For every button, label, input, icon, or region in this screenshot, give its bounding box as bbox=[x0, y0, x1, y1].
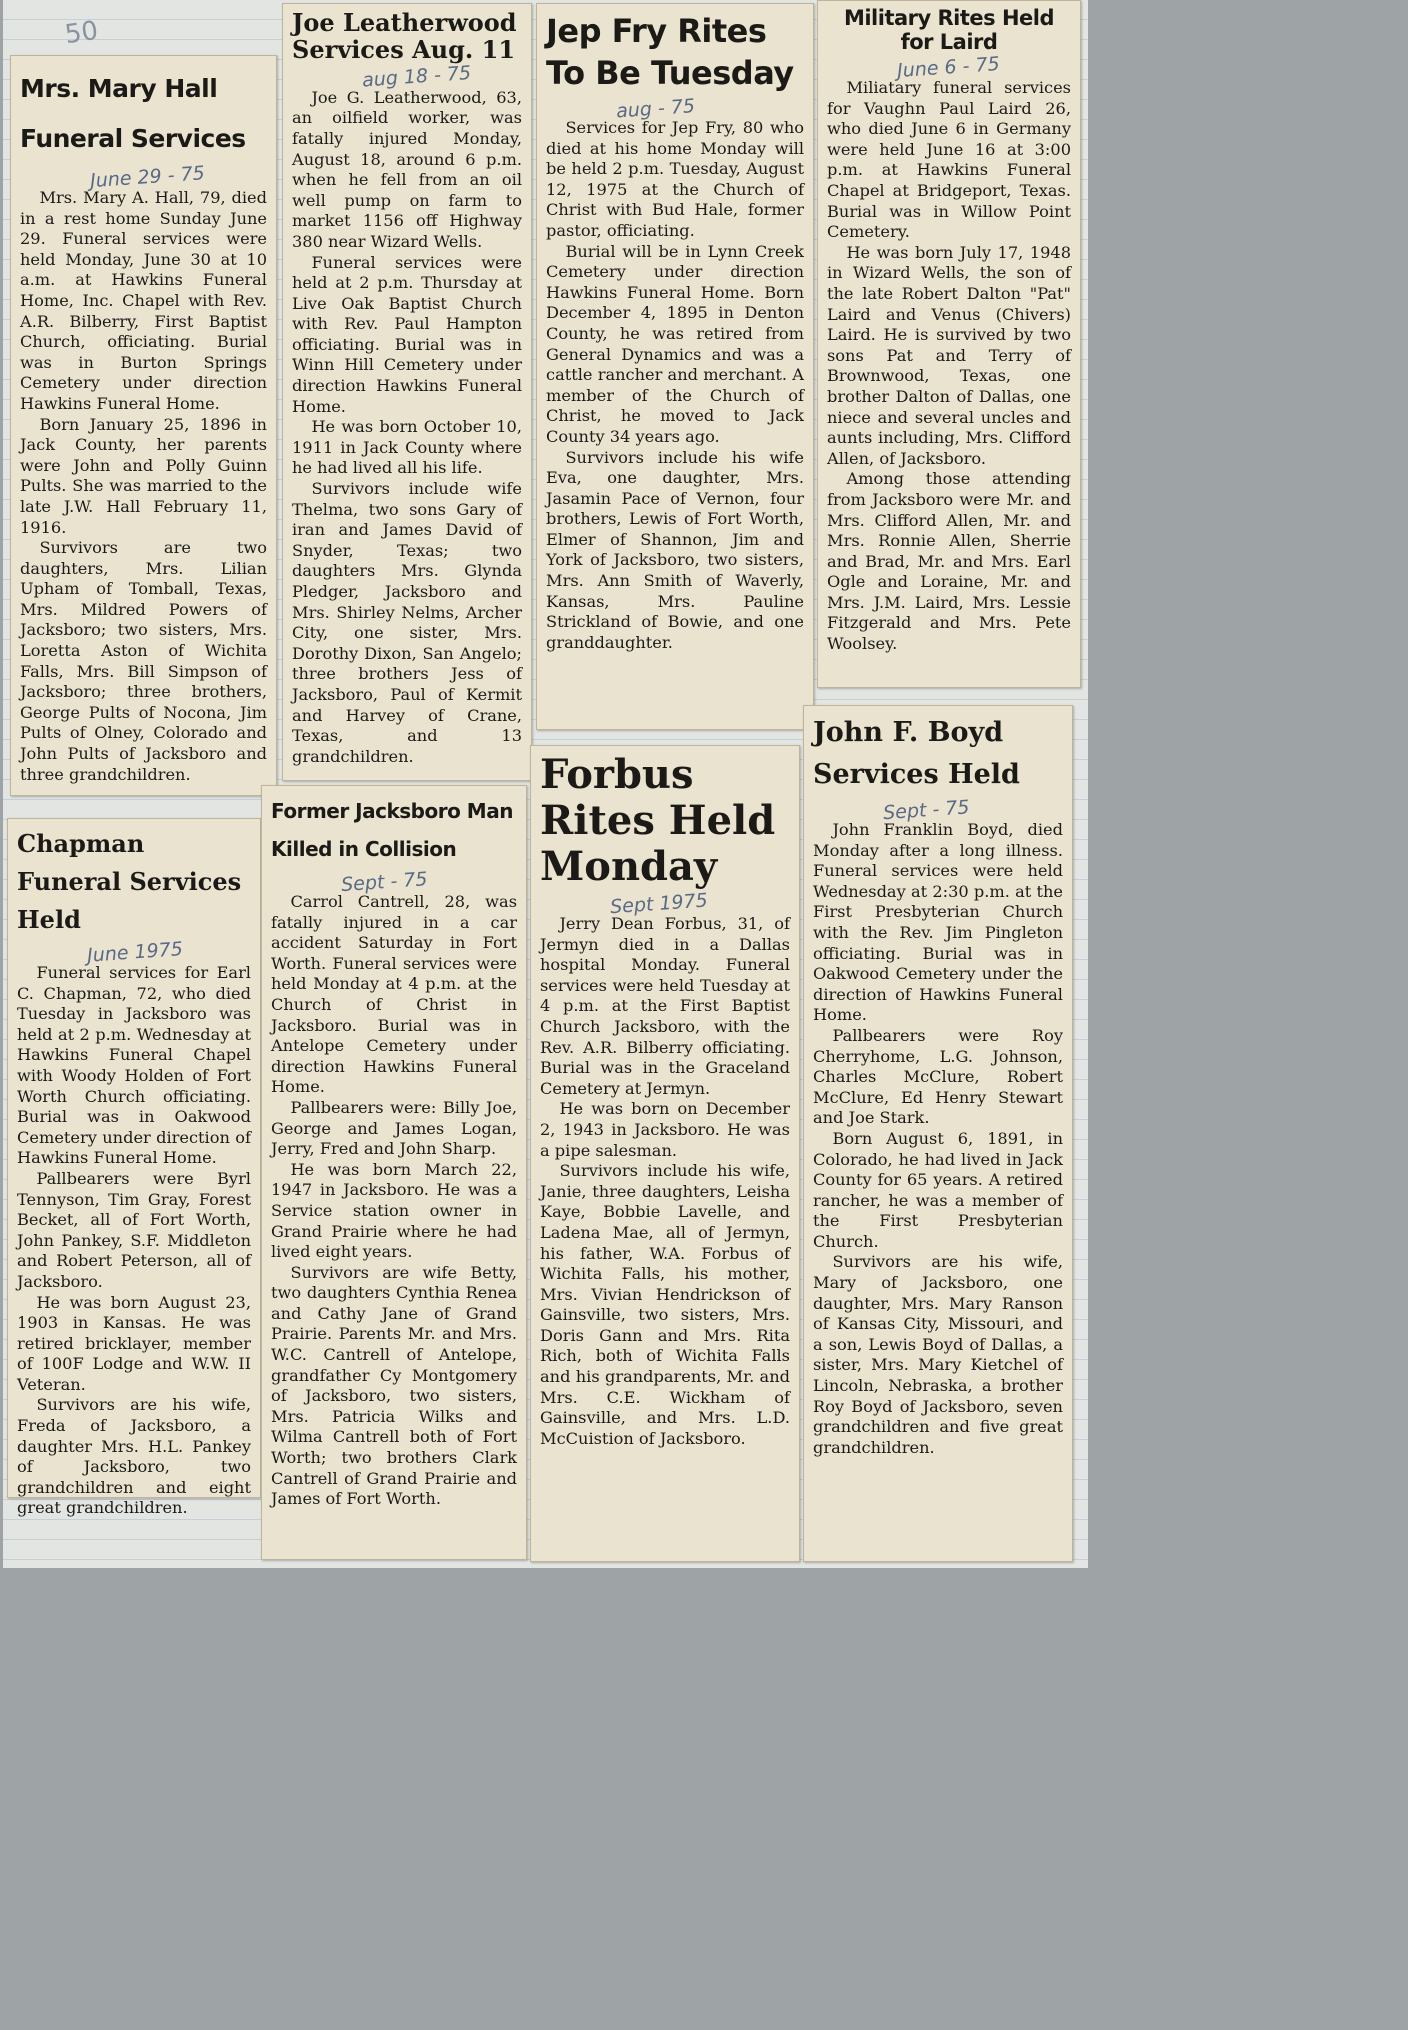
article-body bbox=[292, 88, 522, 768]
clipping-hall bbox=[10, 55, 277, 796]
handwritten-date: Sept - 75 bbox=[340, 868, 429, 897]
paragraph: Born August 6, 1891, in Colorado, he had lived in Jack County for 65 years. A retired rancher, he was a member of the First Presbyterian Church. bbox=[813, 1128, 1063, 1251]
handwritten-date: June 6 - 75 bbox=[896, 52, 1001, 83]
handwritten-date: aug 18 - 75 bbox=[361, 61, 472, 92]
paragraph: Pallbearers were Roy Cherryhome, L.G. Johnson, Charles McClure, Robert McClure, Ed Henry Stewart and Joe Stark. bbox=[813, 1025, 1063, 1128]
article-body bbox=[17, 963, 251, 1519]
page-number: 50 bbox=[63, 15, 101, 51]
paragraph: Services for Jep Fry, 80 who died at his home Monday will be held 2 p.m. Tuesday, August 12, 1975 at the Church of Christ with Bud Hale, former pastor, officiating. bbox=[546, 118, 804, 240]
paragraph: Survivors are his wife, Freda of Jacksboro, a daughter Mrs. H.L. Pankey of Jacksboro, two grandchildren and eight great grandchildren. bbox=[17, 1395, 251, 1518]
handwritten-date: June 29 - 75 bbox=[89, 162, 206, 193]
paragraph: He was born July 17, 1948 in Wizard Wells, the son of the late Robert Dalton "Pat" Laird and Venus (Chivers) Laird. He is survived by two sons Pat and Terry of Brownwood, Texas, one brother Dalton of Dallas, one niece and several uncles and aunts including, Mrs. Clifford Allen, of Jacksboro. bbox=[827, 242, 1071, 468]
paragraph: Survivors include his wife Eva, one daughter, Mrs. Jasamin Pace of Vernon, four brothers, Lewis of Fort Worth, Elmer of Shannon, Jim and York of Jacksboro, two sisters, Mrs. Ann Smith of Waverly, Kansas, Mrs. Pauline Strickland of Bowie, and one granddaughter. bbox=[546, 447, 804, 652]
paragraph: Pallbearers were Byrl Tennyson, Tim Gray, Forest Becket, all of Fort Worth, John Pankey, S.F. Middleton and Robert Peterson, all of Jacksboro. bbox=[17, 1168, 251, 1291]
paragraph: Funeral services were held at 2 p.m. Thursday at Live Oak Baptist Church with Rev. Paul Hampton officiating. Burial was in Winn Hill Cemetery under direction Hawkins Funeral Home. bbox=[292, 252, 522, 416]
paragraph: Survivors include wife Thelma, two sons Gary of iran and James David of Snyder, Texas; two daughters Mrs. Glynda Pledger, Jacksboro and Mrs. Shirley Nelms, Archer City, one sister, Mrs. Dorothy Dixon, San Angelo; three brothers Jess of Jacksboro, Paul of Kermit and Harvey of Crane, Texas, and 13 grandchildren. bbox=[292, 479, 522, 766]
paragraph: He was born October 10, 1911 in Jack County where he had lived all his life. bbox=[292, 417, 522, 478]
headline: Forbus Rites Held Monday bbox=[540, 751, 776, 890]
paragraph: Survivors are his wife, Mary of Jacksboro, one daughter, Mrs. Mary Ranson of Kansas City, Missouri, and a son, Lewis Boyd of Dallas, a sister, Mrs. Mary Kietchel of Lincoln, Nebraska, a brother Roy Boyd of Jacksboro, seven grandchildren and five great grandchildren. bbox=[813, 1252, 1063, 1457]
paragraph: He was born on December 2, 1943 in Jacksboro. He was a pipe salesman. bbox=[540, 1099, 790, 1160]
paragraph: Burial will be in Lynn Creek Cemetery under direction Hawkins Funeral Home. Born December 4, 1895 in Denton County, he was retired from General Dynamics and was a cattle rancher and merchant. A member of the Church of Christ, he moved to Jack County 34 years ago. bbox=[546, 241, 804, 446]
paragraph: He was born March 22, 1947 in Jacksboro. He was a Service station owner in Grand Prairie where he had lived eight years. bbox=[271, 1159, 517, 1262]
handwritten-date: aug - 75 bbox=[615, 95, 696, 123]
article-body bbox=[813, 820, 1063, 1458]
handwritten-date: June 1975 bbox=[86, 938, 184, 967]
scrapbook-page bbox=[3, 0, 1088, 1568]
headline: Military Rites Held for Laird bbox=[843, 6, 1055, 54]
paragraph: Survivors are wife Betty, two daughters Cynthia Renea and Cathy Jane of Grand Prairie. Parents Mr. and Mrs. W.C. Cantrell of Antelope, grandfather Cy Montgomery of Jacksboro, two sisters, Mrs. Patricia Wilks and Wilma Cantrell both of Fort Worth; two brothers Clark Cantrell of Grand Prairie and James of Fort Worth. bbox=[271, 1262, 517, 1509]
paragraph: Carrol Cantrell, 28, was fatally injured in a car accident Saturday in Fort Worth. Funeral services were held Monday at 4 p.m. at the Church of Christ in Jacksboro. Burial was in Antelope Cemetery under direction Hawkins Funeral Home. bbox=[271, 892, 517, 1097]
headline: John F. Boyd Services Held bbox=[813, 717, 1020, 790]
paragraph: Joe G. Leatherwood, 63, an oilfield worker, was fatally injured Monday, August 18, around 6 p.m. when he fell from an oil well pump on farm to market 1156 off Highway 380 near Wizard Wells. bbox=[292, 87, 522, 251]
paragraph: Among those attending from Jacksboro were Mr. and Mrs. Clifford Allen, Mr. and Mrs. Ronnie Allen, Sherrie and Brad, Mr. and Mrs. Earl Ogle and Loraine, Mr. and Mrs. J.M. Laird, Mrs. Lessie Fitzgerald and Mrs. Pete Woolsey. bbox=[827, 469, 1071, 654]
handwritten-date: Sept 1975 bbox=[609, 889, 709, 919]
article-body bbox=[546, 118, 804, 653]
clipping-forbus bbox=[530, 745, 800, 1562]
clipping-leatherwood bbox=[282, 3, 532, 781]
handwritten-date: Sept - 75 bbox=[882, 796, 971, 825]
headline: Joe Leatherwood Services Aug. 11 bbox=[292, 8, 517, 64]
paragraph: He was born August 23, 1903 in Kansas. He was retired bricklayer, member of 100F Lodge and W.W. II Veteran. bbox=[17, 1292, 251, 1394]
headline: Former Jacksboro Man Killed in Collision bbox=[271, 799, 513, 861]
paragraph: Miliatary funeral services for Vaughn Paul Laird 26, who died June 6 in Germany were held June 16 at 3:00 p.m. at Hawkins Funeral Chapel at Bridgeport, Texas. Burial was in Willow Point Cemetery. bbox=[827, 78, 1071, 242]
clipping-cantrell bbox=[261, 785, 527, 1560]
paragraph: Jerry Dean Forbus, 31, of Jermyn died in a Dallas hospital Monday. Funeral services were held Tuesday at 4 p.m. at the First Baptist Church Jacksboro, with the Rev. A.R. Bilberry officiating. Burial was in the Graceland Cemetery at Jermyn. bbox=[540, 914, 790, 1098]
article-body bbox=[540, 914, 790, 1449]
paragraph: John Franklin Boyd, died Monday after a long illness. Funeral services were held Wednesday at 2:30 p.m. at the First Presbyterian Church with the Rev. Jim Pingleton officiating. Burial was in Oakwood Cemetery under the direction of Hawkins Funeral Home. bbox=[813, 820, 1063, 1025]
paragraph: Mrs. Mary A. Hall, 79, died in a rest home Sunday June 29. Funeral services were held Monday, June 30 at 10 a.m. at Hawkins Funeral Home, Inc. Chapel with Rev. A.R. Bilberry, First Baptist Church, officiating. Burial was in Burton Springs Cemetery under direction Hawkins Funeral Home. bbox=[20, 188, 267, 413]
article-body bbox=[271, 892, 517, 1510]
paragraph: Survivors include his wife, Janie, three daughters, Leisha Kaye, Bobbie Lavelle, and Ladena Mae, all of Jermyn, his father, W.A. Forbus of Wichita Falls, his mother, Mrs. Vivian Hendrickson of Gainsville, two sisters, Mrs. Doris Gann and Mrs. Rita Rich, both of Wichita Falls and his grandparents, Mr. and Mrs. C.E. Wickham of Gainsville, and Mrs. L.D. McCuistion of Jacksboro. bbox=[540, 1161, 790, 1448]
article-body bbox=[827, 78, 1071, 655]
paragraph: Born January 25, 1896 in Jack County, her parents were John and Polly Guinn Pults. She was married to the late J.W. Hall February 11, 1916. bbox=[20, 414, 267, 537]
paragraph: Funeral services for Earl C. Chapman, 72, who died Tuesday in Jacksboro was held at 2 p.m. Wednesday at Hawkins Funeral Chapel with Woody Holden of Fort Worth Church officiating. Burial was in Oakwood Cemetery under direction of Hawkins Funeral Home. bbox=[17, 963, 251, 1168]
paragraph: Survivors are two daughters, Mrs. Lilian Upham of Tomball, Texas, Mrs. Mildred Powers of Jacksboro; two sisters, Mrs. Loretta Aston of Wichita Falls, Mrs. Bill Simpson of Jacksboro; three brothers, George Pults of Nocona, Jim Pults of Olney, Colorado and John Pults of Jacksboro and three grandchildren. bbox=[20, 538, 267, 784]
clipping-laird bbox=[817, 0, 1081, 688]
headline: Mrs. Mary Hall Funeral Services bbox=[20, 74, 246, 153]
article-body bbox=[20, 188, 267, 785]
clipping-boyd bbox=[803, 705, 1073, 1562]
headline: Jep Fry Rites To Be Tuesday bbox=[546, 12, 794, 92]
clipping-fry bbox=[536, 3, 814, 730]
clipping-chapman bbox=[7, 818, 261, 1518]
paragraph: Pallbearers were: Billy Joe, George and James Logan, Jerry, Fred and John Sharp. bbox=[271, 1097, 517, 1159]
headline: Chapman Funeral Services Held bbox=[17, 829, 242, 934]
